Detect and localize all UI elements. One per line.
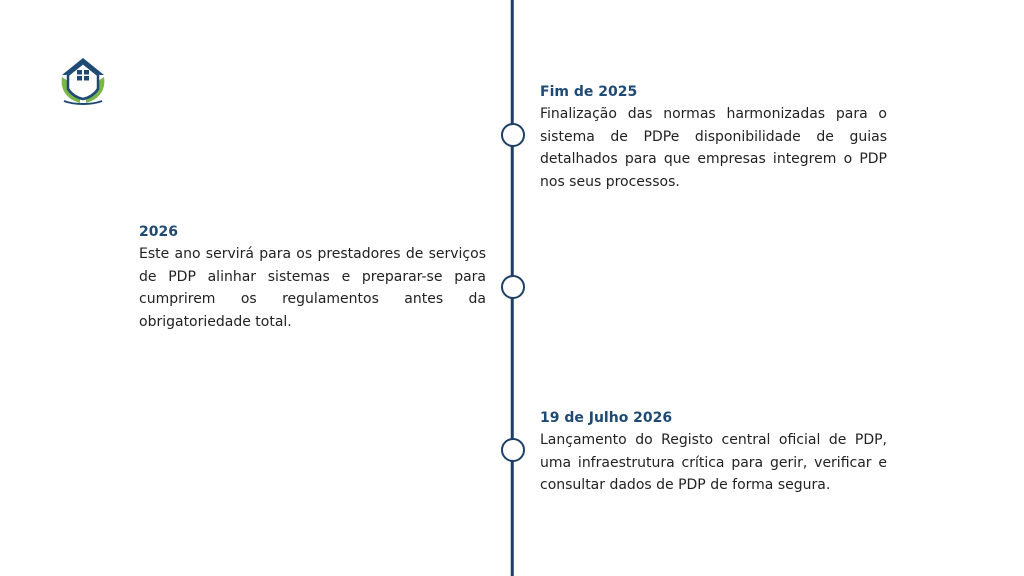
timeline-event-julho-2026 bbox=[540, 408, 887, 497]
house-hands-logo-icon bbox=[58, 55, 108, 107]
timeline-event-2026 bbox=[139, 222, 486, 333]
timeline-node-3 bbox=[501, 438, 525, 462]
event-description: Lançamento do Registo central oficial de PDP, uma infraestrutura crítica para gerir, verificar e consultar dados de PDP de forma segura. bbox=[540, 432, 887, 493]
timeline-node-1 bbox=[501, 123, 525, 147]
event-date: Fim de 2025 bbox=[540, 84, 638, 100]
event-description: Este ano servirá para os prestadores de serviços de PDP alinhar sistemas e preparar-se para cumprirem os regulamentos antes da obrigatoriedade total. bbox=[139, 246, 486, 330]
timeline-event-fim-2025 bbox=[540, 82, 887, 193]
timeline-node-2 bbox=[501, 275, 525, 299]
event-date: 19 de Julho 2026 bbox=[540, 410, 673, 426]
event-description: Finalização das normas harmonizadas para o sistema de PDPe disponibilidade de guias detalhados para que empresas integrem o PDP nos seus processos. bbox=[540, 106, 887, 190]
event-date: 2026 bbox=[139, 224, 178, 240]
